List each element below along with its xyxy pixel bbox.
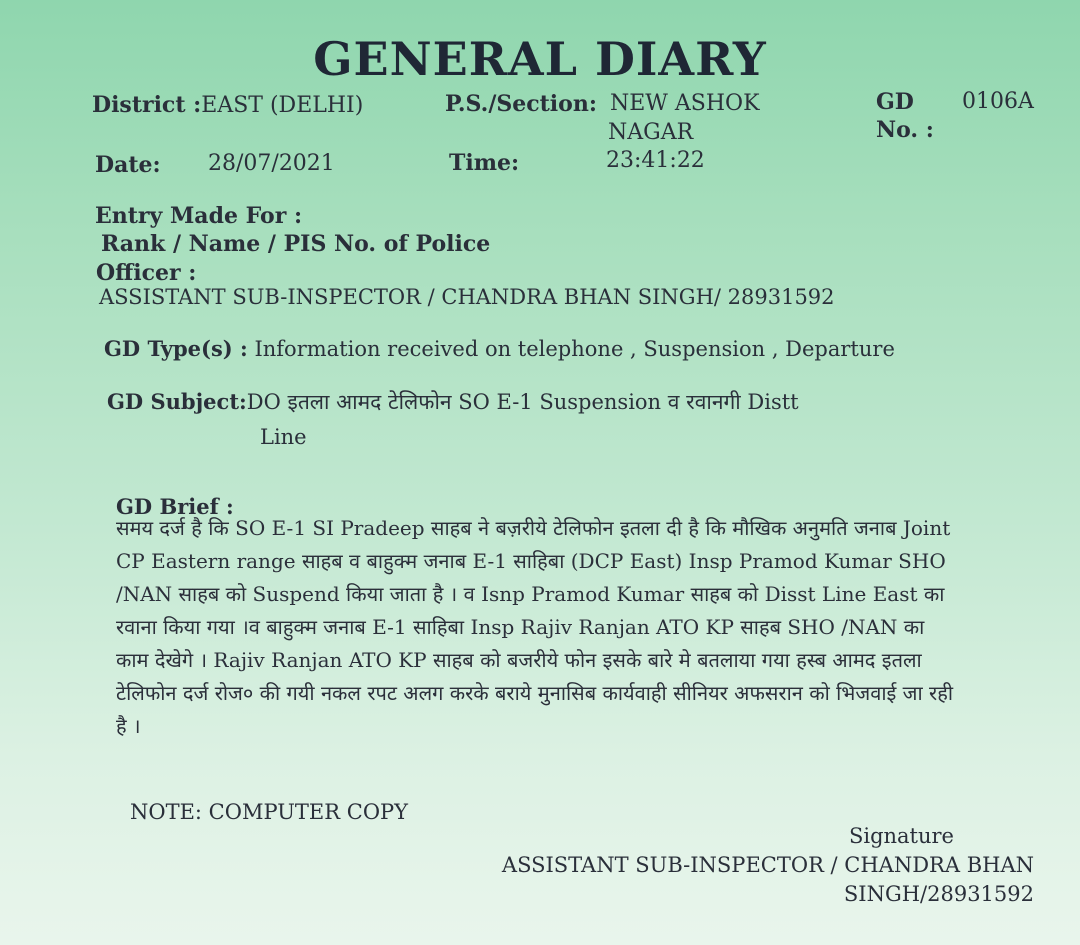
gd-brief-line: /NAN साहब को Suspend किया जाता है । व Isnp Pramod Kumar साहब को Disst Line East का (116, 582, 945, 606)
document-title: GENERAL DIARY (313, 32, 767, 86)
gd-no-label-line1: GD (876, 89, 914, 115)
note-text: NOTE: COMPUTER COPY (130, 800, 409, 824)
ps-label: P.S./Section: (445, 91, 597, 117)
gd-type-value: Information received on telephone , Suspension , Departure (254, 337, 895, 361)
gd-no-label-line2: No. : (876, 117, 934, 143)
ps-value-line2: NAGAR (608, 120, 694, 145)
district-field (92, 92, 363, 118)
entry-value: ASSISTANT SUB-INSPECTOR / CHANDRA BHAN SINGH/ 28931592 (99, 285, 835, 309)
gd-brief-line: है । (116, 714, 141, 738)
district-value: EAST (DELHI) (201, 93, 364, 118)
signature-line1: ASSISTANT SUB-INSPECTOR / CHANDRA BHAN (501, 853, 1034, 877)
gd-brief-label: GD Brief : (116, 494, 234, 519)
signature-block (502, 822, 1034, 909)
gd-brief-line: काम देखेगे । Rajiv Ranjan ATO KP साहब को बजरीये फोन इसके बारे मे बतलाया गया हस्ब आमद इतला (116, 648, 922, 672)
gd-brief-line: रवाना किया गया ।व बाहुक्म जनाब E-1 साहिबा Insp Rajiv Ranjan ATO KP साहब SHO /NAN का (116, 615, 925, 639)
gd-brief-line: टेलिफोन दर्ज रोज० की गयी नकल रपट अलग करके बराये मुनासिब कार्यवाही सीनियर अफसरान को भिजवाई जा रही (116, 681, 954, 705)
signature-label: Signature (848, 824, 954, 848)
gd-type-label: GD Type(s) : (104, 336, 248, 361)
gd-brief-text (116, 512, 1036, 743)
gd-no-value: 0106A (962, 89, 1034, 114)
gd-subject-field (107, 388, 799, 416)
entry-label-line1: Entry Made For : (95, 203, 303, 229)
ps-value-line1: NEW ASHOK (610, 91, 760, 116)
gd-subject-value-line2: Line (260, 425, 307, 449)
time-label: Time: (449, 150, 520, 176)
gd-type-field (104, 336, 895, 361)
signature-line2: SINGH/28931592 (843, 882, 1034, 906)
entry-label-line2: Rank / Name / PIS No. of Police (101, 231, 491, 257)
time-value: 23:41:22 (606, 148, 705, 173)
gd-brief-line: समय दर्ज है कि SO E-1 SI Pradeep साहब ने बज़रीये टेलिफोन इतला दी है कि मौखिक अनुमति जनाब Joint (116, 516, 951, 540)
gd-brief-line: CP Eastern range साहब व बाहुक्म जनाब E-1 साहिबा (DCP East) Insp Pramod Kumar SHO (116, 549, 946, 573)
district-label: District : (92, 92, 202, 118)
entry-label-line3: Officer : (96, 260, 197, 286)
gd-subject-value-line1: DO इतला आमद टेलिफोन SO E-1 Suspension व रवानगी Distt (246, 390, 799, 414)
date-value: 28/07/2021 (208, 151, 335, 176)
gd-subject-label: GD Subject: (107, 389, 247, 414)
date-label: Date: (95, 152, 161, 178)
